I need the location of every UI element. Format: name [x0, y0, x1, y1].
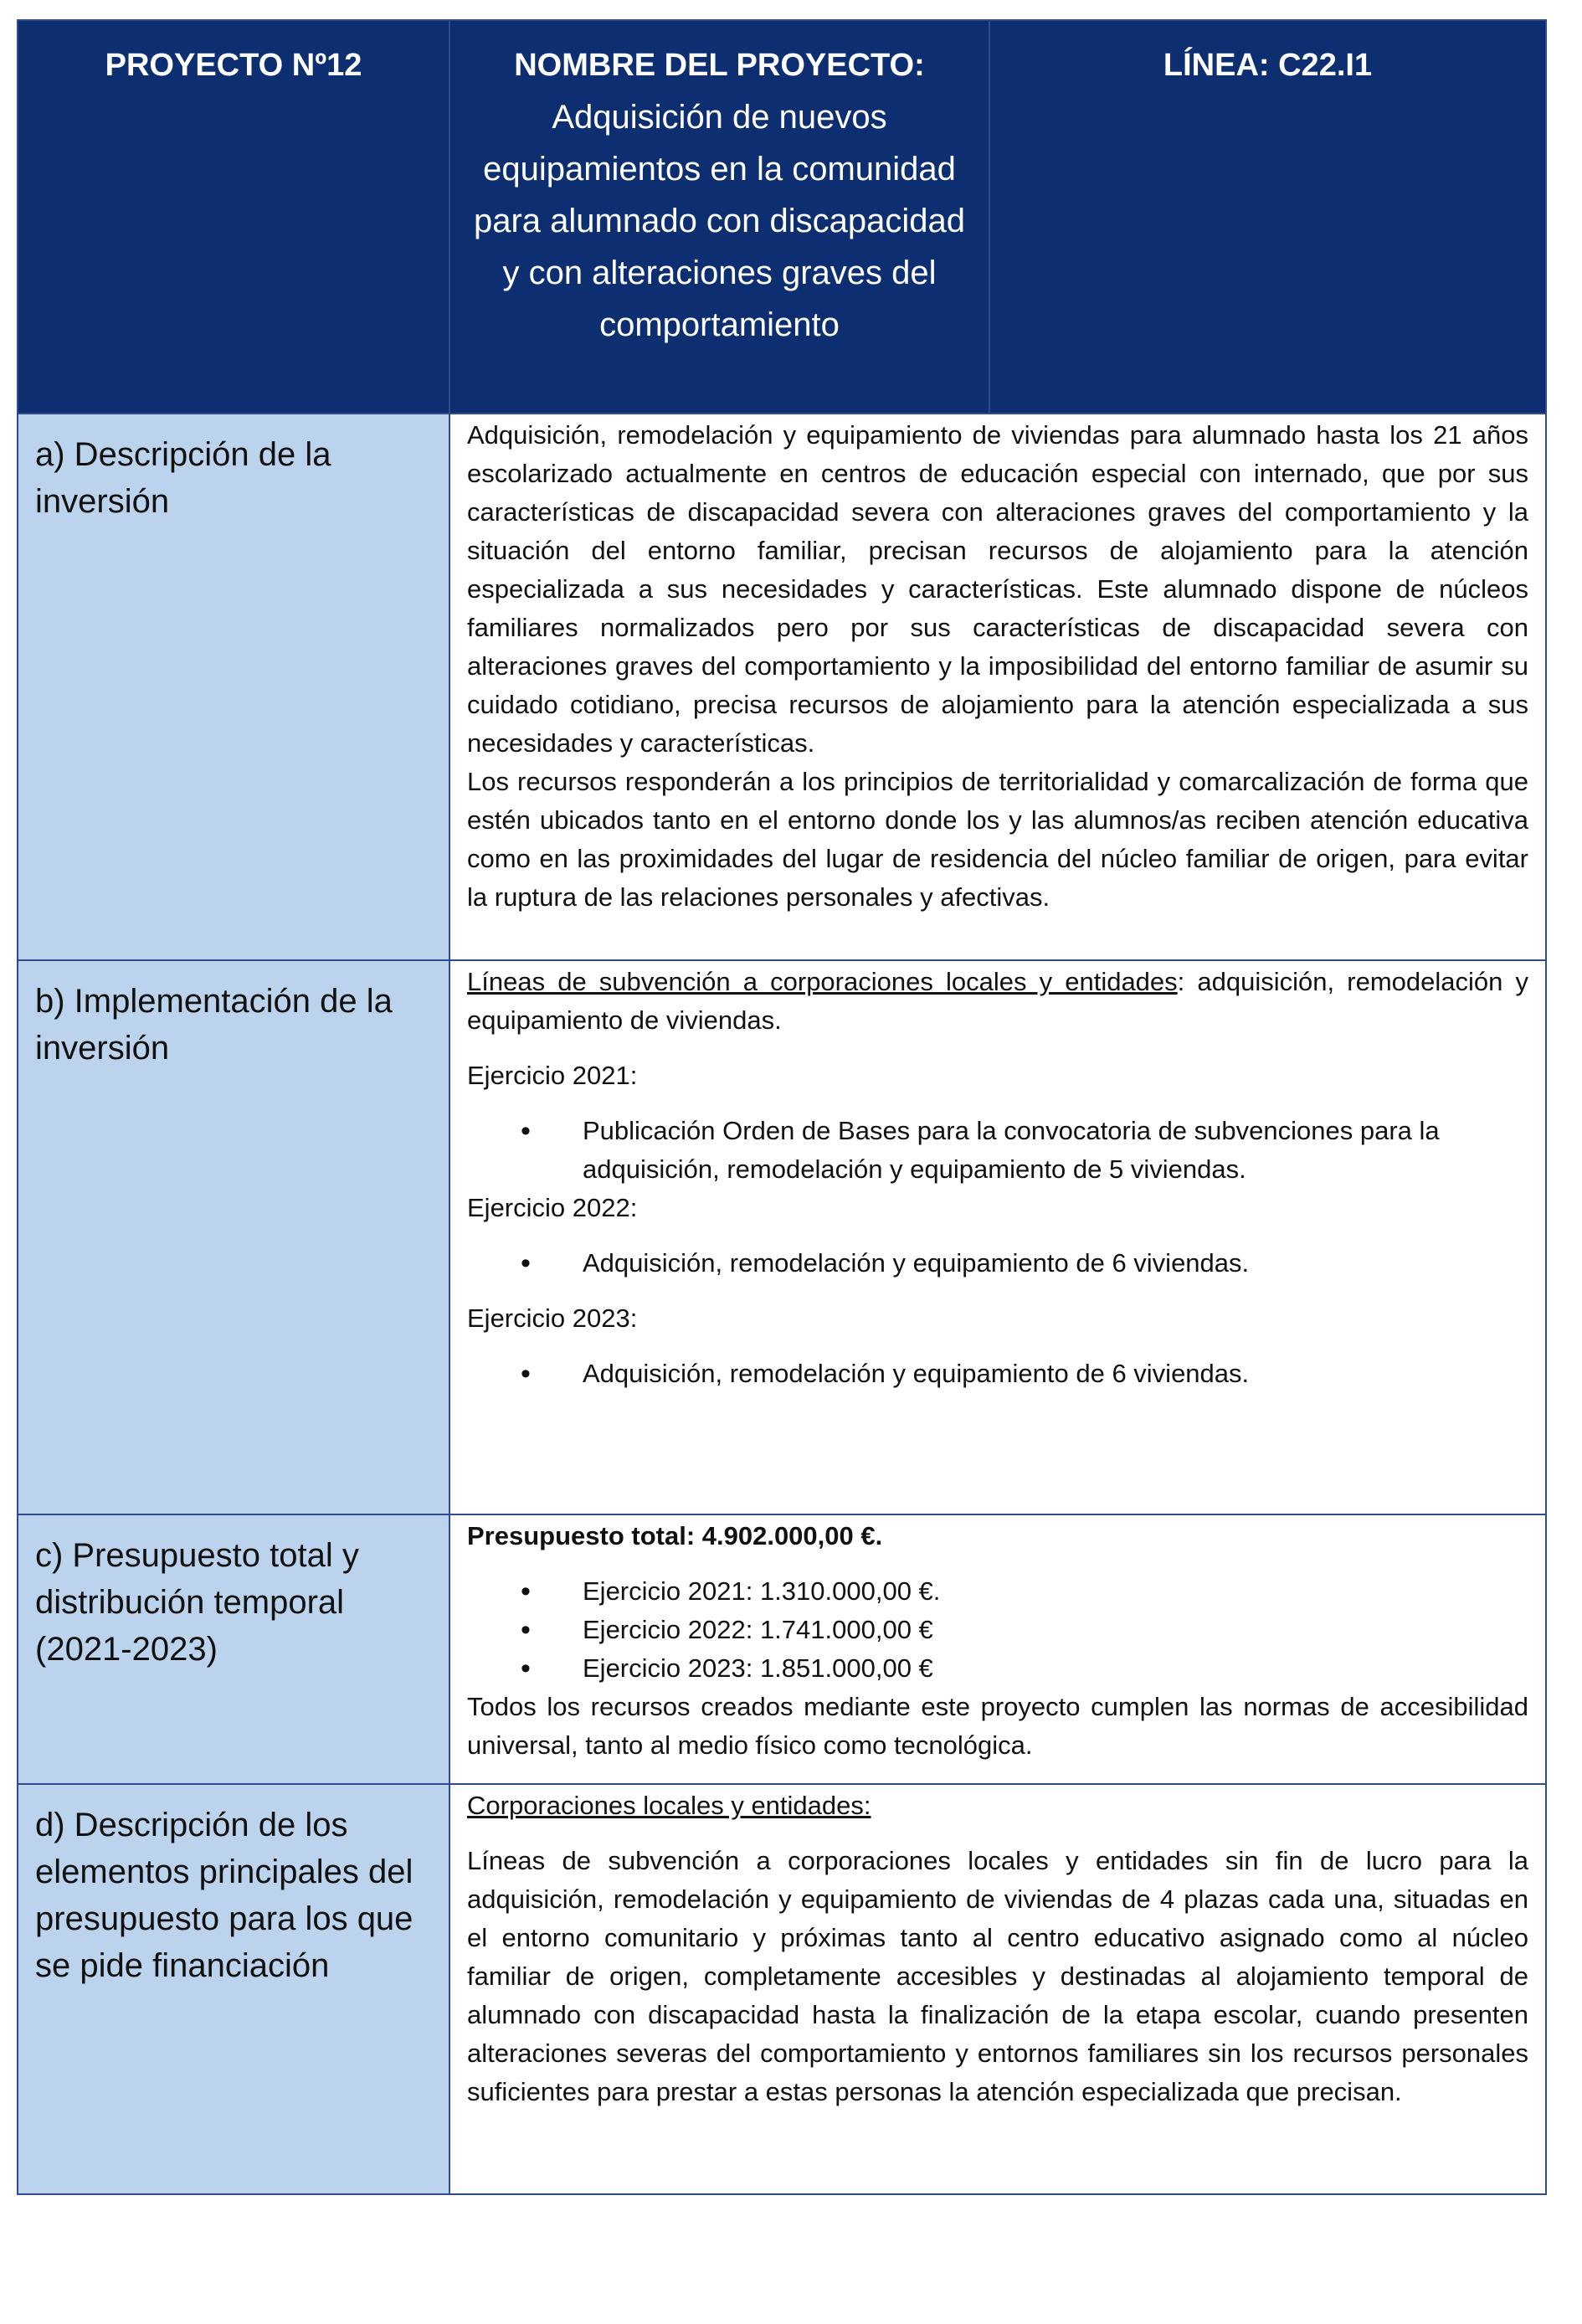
project-number-cell — [18, 20, 449, 414]
row-c — [18, 1514, 1546, 1784]
project-table — [17, 19, 1547, 2195]
row-b-content — [449, 960, 1546, 1514]
list-item: • Adquisición, remodelación y equipamiento de 6 viviendas. — [467, 1244, 1528, 1283]
row-d-heading: Corporaciones locales y entidades: — [467, 1791, 871, 1820]
row-b-year-2022: Ejercicio 2022: — [467, 1193, 638, 1222]
project-name-value: Adquisición de nuevos equipamientos en la comunidad para alumnado con discapacidad y con alteraciones graves del comportamiento — [473, 99, 966, 343]
row-b-year-2021: Ejercicio 2021: — [467, 1061, 638, 1090]
row-c-note: Todos los recursos creados mediante este proyecto cumplen las normas de accesibilidad universal, tanto al medio físico como tecnológica. — [467, 1692, 1528, 1760]
row-b-intro — [467, 963, 1528, 1040]
row-c-list — [467, 1572, 1528, 1688]
project-line-cell — [989, 20, 1546, 414]
row-b-year-2023: Ejercicio 2023: — [467, 1303, 638, 1333]
row-d-text: Líneas de subvención a corporaciones locales y entidades sin fin de lucro para la adquisición, remodelación y equipamiento de viviendas de 4 plazas cada una, situadas en el entorno comunitario y próximas tanto al centro educativo asignado como al núcleo familiar de origen, completamente accesibles y destinadas al alojamiento temporal de alumnado con discapacidad hasta la finalización de la etapa escolar, cuando presenten alteraciones severas del comportamiento y entornos familiares sin los recursos personales suficientes para prestar a estas personas la atención especializada que precisan. — [467, 1846, 1528, 2106]
list-item: • Publicación Orden de Bases para la convocatoria de subvenciones para la adquisición, remodelación y equipamiento de 5 viviendas. — [467, 1112, 1528, 1189]
list-item: • Adquisición, remodelación y equipamiento de 6 viviendas. — [467, 1355, 1528, 1393]
row-a-content — [449, 414, 1546, 960]
row-c-total-wrap — [467, 1517, 1528, 1555]
row-b-list-2023 — [467, 1355, 1528, 1393]
row-d-content — [449, 1784, 1546, 2194]
row-a-label: a) Descripción de la inversión — [18, 414, 449, 960]
row-b-list-2022 — [467, 1244, 1528, 1283]
row-a — [18, 414, 1546, 960]
row-a-paragraph-1: Adquisición, remodelación y equipamiento de viviendas para alumnado hasta los 21 años escolarizado actualmente en centros de educación especial con internado, que por sus características de discapacidad severa con alteraciones graves del comportamiento y la situación del entorno familiar, precisan recursos de alojamiento para la atención especializada a sus necesidades y características. Este alumnado dispone de núcleos familiares normalizados pero por sus características de discapacidad severa con alteraciones graves del comportamiento y la imposibilidad del entorno familiar de asumir su cuidado cotidiano, precisa recursos de alojamiento para la atención especializada a sus necesidades y características. — [467, 420, 1528, 758]
row-a-paragraph-2: Los recursos responderán a los principios de territorialidad y comarcalización de forma que estén ubicados tanto en el entorno donde los y las alumnos/as reciben atención educativa como en las proximidades del lugar de residencia del núcleo familiar de origen, para evitar la ruptura de las relaciones personales y afectivas. — [467, 767, 1528, 912]
row-b-intro-underlined: Líneas de subvención a corporaciones locales y entidades — [467, 967, 1178, 996]
row-c-total: Presupuesto total: 4.902.000,00 €. — [467, 1521, 883, 1550]
project-name-label: NOMBRE DEL PROYECTO: — [514, 48, 925, 83]
list-item: • Ejercicio 2023: 1.851.000,00 € — [467, 1649, 1528, 1688]
list-item: • Ejercicio 2021: 1.310.000,00 €. — [467, 1572, 1528, 1611]
row-b-label: b) Implementación de la inversión — [18, 960, 449, 1514]
project-line: LÍNEA: C22.I1 — [1163, 48, 1373, 83]
row-b-list-2021 — [467, 1112, 1528, 1189]
row-c-label: c) Presupuesto total y distribución temporal (2021-2023) — [18, 1514, 449, 1784]
row-d-label: d) Descripción de los elementos principales del presupuesto para los que se pide financiación — [18, 1784, 449, 2194]
project-number: PROYECTO Nº12 — [105, 48, 362, 83]
row-b — [18, 960, 1546, 1514]
header-row — [18, 20, 1546, 414]
row-d — [18, 1784, 1546, 2194]
row-c-content — [449, 1514, 1546, 1784]
project-name-cell — [449, 20, 989, 414]
list-item: • Ejercicio 2022: 1.741.000,00 € — [467, 1611, 1528, 1649]
row-b-intro-rest: : adquisición, remodelación y equipamiento de viviendas. — [467, 967, 1528, 1035]
